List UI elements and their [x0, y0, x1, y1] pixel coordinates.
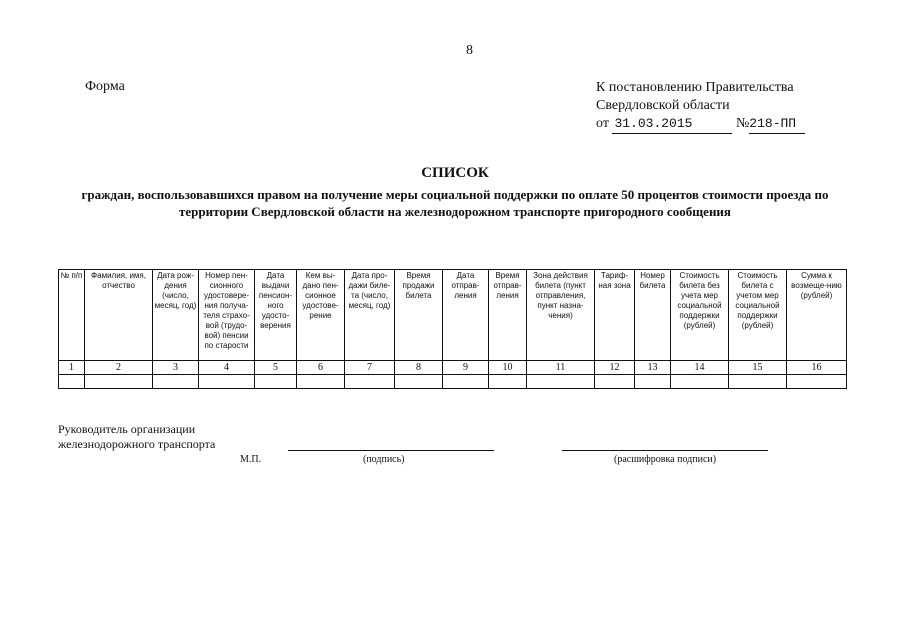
column-number-cell: 11	[527, 361, 595, 375]
table-header-cell: № п/п	[59, 270, 85, 361]
table-cell	[527, 375, 595, 389]
table-header-cell: Стоимость билета с учетом мер социальной поддержки (рублей)	[729, 270, 787, 361]
document-title: СПИСОК	[421, 165, 489, 181]
stamp-label: М.П.	[240, 454, 262, 465]
signature-line	[288, 450, 494, 451]
table-cell	[595, 375, 635, 389]
column-number-cell: 2	[85, 361, 153, 375]
approval-number-prefix: №	[735, 116, 750, 131]
column-number-cell: 9	[443, 361, 489, 375]
column-number-cell: 14	[671, 361, 729, 375]
column-number-cell: 12	[595, 361, 635, 375]
column-number-cell: 4	[199, 361, 255, 375]
table-header-cell: Номер пен-сионного удостовере-ния получа-теля страхо-вой (трудо-вой) пенсии по старости	[199, 270, 255, 361]
document-subtitle: граждан, воспользовавшихся правом на получение меры социальной поддержки по оплате 50 процентов стоимости проезда по территории Свердловской области на железнодорожном транспорте пригородного сообщения	[81, 187, 829, 219]
table-header-cell: Номер билета	[635, 270, 671, 361]
page-number: 8	[466, 43, 473, 58]
table-header-cell: Зона действия билета (пункт отправления, пункт назна-чения)	[527, 270, 595, 361]
table-header-cell: Сумма к возмеще-нию (рублей)	[787, 270, 847, 361]
column-number-cell: 13	[635, 361, 671, 375]
table-number-row	[59, 361, 847, 375]
approval-date-line	[596, 115, 805, 134]
decoding-caption: (расшифровка подписи)	[614, 454, 717, 465]
column-number-cell: 15	[729, 361, 787, 375]
table-header-cell: Стоимость билета без учета мер социальной поддержки (рублей)	[671, 270, 729, 361]
table-cell	[787, 375, 847, 389]
citizens-table	[58, 269, 847, 389]
form-label: Форма	[85, 79, 125, 94]
table-header-cell: Время отправ-ления	[489, 270, 527, 361]
signature-org-line-2: железнодорожного транспорта	[58, 437, 216, 451]
table-header-cell: Дата рож-дения (число, месяц, год)	[153, 270, 199, 361]
table-cell	[489, 375, 527, 389]
column-number-cell: 8	[395, 361, 443, 375]
table-cell	[59, 375, 85, 389]
signature-caption: (подпись)	[363, 454, 405, 465]
table-header-cell: Кем вы-дано пен-сионное удостове-рение	[297, 270, 345, 361]
table-header-cell: Дата отправ-ления	[443, 270, 489, 361]
table-header-cell: Дата про-дажи биле-та (число, месяц, год)	[345, 270, 395, 361]
table-cell	[395, 375, 443, 389]
table-cell	[199, 375, 255, 389]
table-header-row	[59, 270, 847, 361]
approval-date: 31.03.2015	[612, 115, 732, 134]
signature-org-line-1: Руководитель организации	[58, 422, 196, 436]
column-number-cell: 3	[153, 361, 199, 375]
table-cell	[153, 375, 199, 389]
table-header-cell: Дата выдачи пенсион-ного удосто-верения	[255, 270, 297, 361]
table-cell	[255, 375, 297, 389]
column-number-cell: 7	[345, 361, 395, 375]
signature-org-block	[58, 422, 215, 452]
approval-number: 218-ПП	[749, 115, 805, 134]
column-number-cell: 5	[255, 361, 297, 375]
approval-line-2: Свердловской области	[596, 98, 730, 113]
table-cell	[443, 375, 489, 389]
table-cell	[635, 375, 671, 389]
column-number-cell: 6	[297, 361, 345, 375]
column-number-cell: 10	[489, 361, 527, 375]
table-cell	[297, 375, 345, 389]
column-number-cell: 16	[787, 361, 847, 375]
table-row	[59, 375, 847, 389]
document-title-block	[60, 165, 850, 220]
table-cell	[85, 375, 153, 389]
table-cell	[729, 375, 787, 389]
table-header-cell: Фамилия, имя, отчество	[85, 270, 153, 361]
table-cell	[345, 375, 395, 389]
approval-block	[596, 79, 805, 134]
table-header-cell: Время продажи билета	[395, 270, 443, 361]
decoding-line	[562, 450, 768, 451]
table-header-cell: Тариф-ная зона	[595, 270, 635, 361]
column-number-cell: 1	[59, 361, 85, 375]
table-cell	[671, 375, 729, 389]
approval-from-prefix: от	[596, 116, 609, 131]
approval-line-1: К постановлению Правительства	[596, 80, 794, 95]
